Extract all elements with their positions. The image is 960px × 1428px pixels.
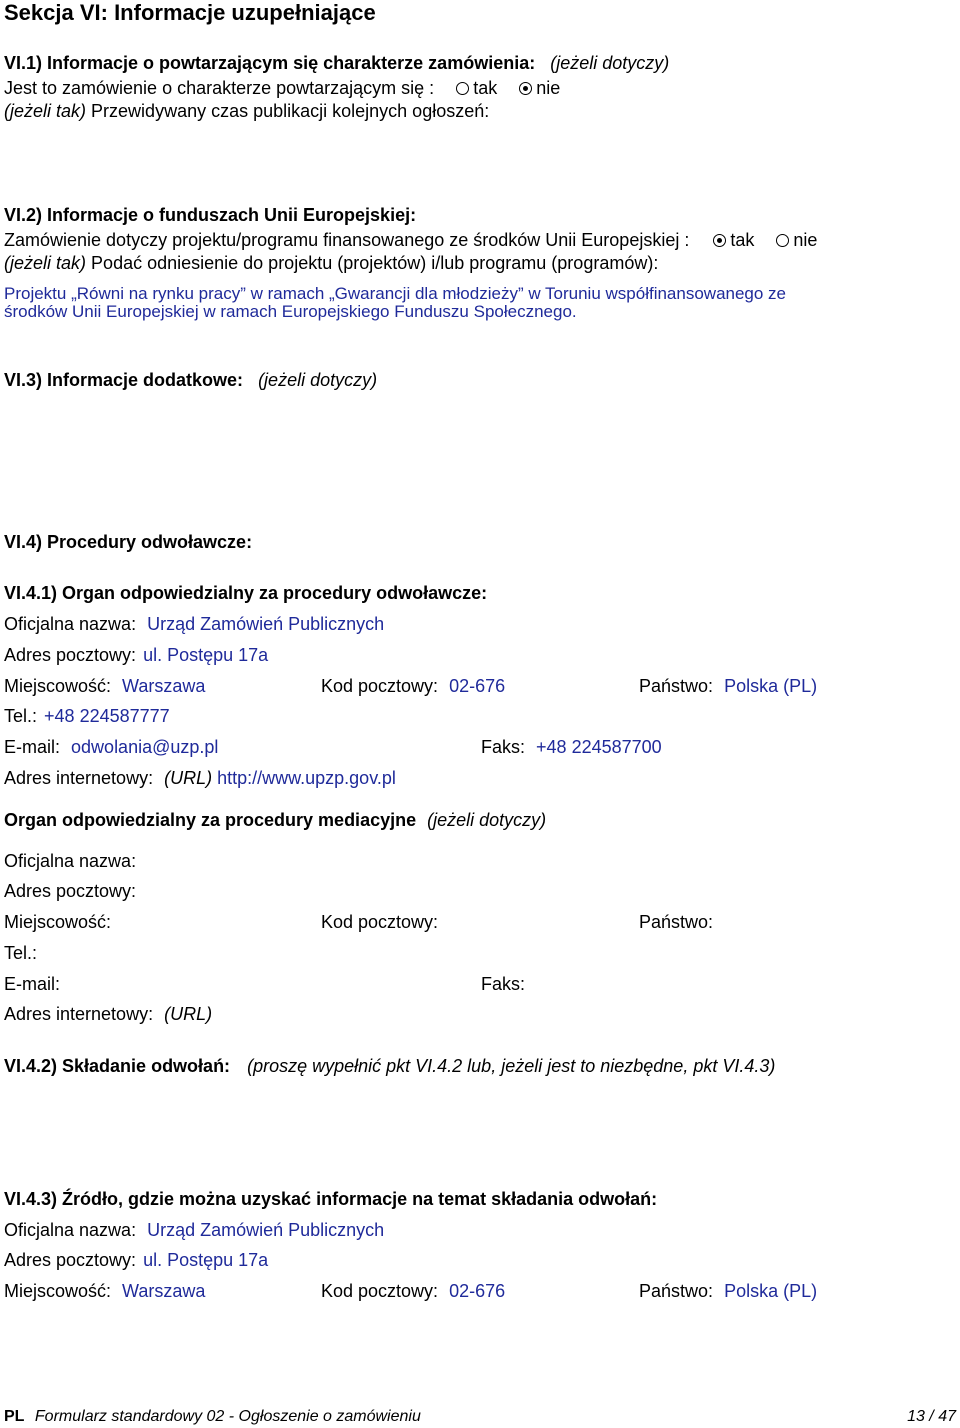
vi1-heading-note: (jeżeli dotyczy)	[550, 53, 670, 73]
vi41-web-label: Adres internetowy:	[4, 768, 154, 788]
mediation-heading	[4, 810, 546, 831]
mediation-city-label: Miejscowość:	[4, 912, 112, 932]
vi43-postcode-value: 02-676	[449, 1281, 506, 1301]
vi1-tak-label: tak	[473, 78, 498, 98]
vi43-name-row	[4, 1220, 384, 1241]
vi41-city-label: Miejscowość:	[4, 676, 112, 696]
vi43-city-label: Miejscowość:	[4, 1281, 112, 1301]
vi2-question: Zamówienie dotyczy projektu/programu finansowanego ze środków Unii Europejskiej :	[4, 230, 690, 250]
vi2-heading: VI.2) Informacje o funduszach Unii Europejskiej:	[4, 205, 417, 225]
vi2-radio-nie[interactable]	[776, 234, 789, 247]
vi43-country-cell	[639, 1281, 817, 1302]
vi43-country-value: Polska (PL)	[724, 1281, 818, 1301]
mediation-country-label: Państwo:	[639, 912, 714, 932]
vi3-heading	[4, 370, 377, 391]
mediation-tel-label: Tel.:	[4, 943, 38, 963]
mediation-name-label: Oficjalna nazwa:	[4, 851, 137, 871]
vi41-fax-cell	[481, 737, 662, 758]
vi41-tel-label: Tel.:	[4, 706, 38, 726]
vi1-nie-label: nie	[536, 78, 561, 98]
vi41-email-cell	[4, 737, 218, 758]
vi41-postcode-cell	[321, 676, 505, 697]
footer-form-name: Formularz standardowy 02 - Ogłoszenie o zamówieniu	[34, 1408, 421, 1425]
vi43-address-label: Adres pocztowy:	[4, 1250, 137, 1270]
vi41-web-link[interactable]: http://www.upzp.gov.pl	[217, 768, 396, 788]
vi1-heading-text: VI.1) Informacje o powtarzającym się charakterze zamówienia:	[4, 53, 536, 73]
vi3-heading-text: VI.3) Informacje dodatkowe:	[4, 370, 244, 390]
vi41-web-row	[4, 768, 396, 789]
mediation-heading-text: Organ odpowiedzialny za procedury mediacyjne	[4, 810, 417, 830]
mediation-heading-note: (jeżeli dotyczy)	[427, 810, 547, 830]
mediation-address-label: Adres pocztowy:	[4, 881, 137, 901]
vi43-country-label: Państwo:	[639, 1281, 714, 1301]
vi2-ref-line1: Projektu „Równi na rynku pracy” w ramach „Gwarancji dla młodzieży” w Toruniu współfinansowanego ze	[4, 284, 787, 303]
mediation-postcode-label: Kod pocztowy:	[321, 912, 439, 932]
vi1-if-tak: (jeżeli tak)	[4, 101, 87, 121]
vi41-postcode-label: Kod pocztowy:	[321, 676, 439, 696]
vi42-heading	[4, 1056, 775, 1077]
vi1-question: Jest to zamówienie o charakterze powtarzającym się :	[4, 78, 435, 98]
vi3-heading-note: (jeżeli dotyczy)	[258, 370, 378, 390]
vi41-name-row	[4, 614, 384, 635]
vi43-address-value: ul. Postępu 17a	[143, 1250, 269, 1270]
vi43-address-row	[4, 1250, 268, 1271]
vi41-address-row	[4, 645, 268, 666]
vi41-address-value: ul. Postępu 17a	[143, 645, 269, 665]
vi41-country-cell	[639, 676, 817, 697]
vi2-ref-label: Podać odniesienie do projektu (projektów) i/lub programu (programów):	[91, 253, 659, 273]
vi43-postcode-cell	[321, 1281, 505, 1302]
vi43-name-label: Oficjalna nazwa:	[4, 1220, 137, 1240]
vi1-question-row	[4, 78, 560, 99]
vi41-email-label: E-mail:	[4, 737, 61, 757]
vi41-tel-value: +48 224587777	[44, 706, 170, 726]
vi41-heading: VI.4.1) Organ odpowiedzialny za procedury odwoławcze:	[4, 583, 488, 603]
vi2-tak-label: tak	[730, 230, 755, 250]
vi2-nie-label: nie	[793, 230, 818, 250]
mediation-fax-label: Faks:	[481, 974, 526, 994]
vi43-city-value: Warszawa	[122, 1281, 206, 1301]
footer-lang: PL	[4, 1408, 25, 1425]
vi1-forecast-label: Przewidywany czas publikacji kolejnych ogłoszeń:	[91, 101, 490, 121]
mediation-web-label: Adres internetowy:	[4, 1004, 154, 1024]
vi1-heading	[4, 53, 669, 74]
vi41-postcode-value: 02-676	[449, 676, 506, 696]
vi42-heading-text: VI.4.2) Składanie odwołań:	[4, 1056, 231, 1076]
vi41-fax-value: +48 224587700	[536, 737, 662, 757]
vi4-heading: VI.4) Procedury odwoławcze:	[4, 532, 253, 552]
vi43-city-cell	[4, 1281, 205, 1302]
mediation-web-url-note: (URL)	[164, 1004, 213, 1024]
vi1-radio-tak[interactable]	[456, 82, 469, 95]
mediation-web-row	[4, 1004, 212, 1025]
vi41-tel-row	[4, 706, 170, 727]
vi1-forecast-row	[4, 101, 489, 122]
vi41-country-label: Państwo:	[639, 676, 714, 696]
footer-left	[4, 1408, 421, 1426]
vi43-postcode-label: Kod pocztowy:	[321, 1281, 439, 1301]
vi2-question-row	[4, 230, 817, 251]
vi2-ref-line2: środków Unii Europejskiej w ramach Europejskiego Funduszu Społecznego.	[4, 302, 577, 321]
vi41-name-value: Urząd Zamówień Publicznych	[147, 614, 385, 634]
mediation-email-label: E-mail:	[4, 974, 61, 994]
footer-page: 13 / 47	[907, 1408, 956, 1425]
vi2-if-tak: (jeżeli tak)	[4, 253, 87, 273]
vi41-city-cell	[4, 676, 205, 697]
vi41-city-value: Warszawa	[122, 676, 206, 696]
vi41-web-url-note: (URL)	[164, 768, 213, 788]
vi41-email-value[interactable]: odwolania@uzp.pl	[71, 737, 219, 757]
vi2-radio-tak[interactable]	[713, 234, 726, 247]
vi1-radio-nie[interactable]	[519, 82, 532, 95]
section-title: Sekcja VI: Informacje uzupełniające	[4, 0, 376, 25]
vi43-name-value: Urząd Zamówień Publicznych	[147, 1220, 385, 1240]
vi42-heading-note: (proszę wypełnić pkt VI.4.2 lub, jeżeli jest to niezbędne, pkt VI.4.3)	[247, 1056, 776, 1076]
vi41-name-label: Oficjalna nazwa:	[4, 614, 137, 634]
vi41-address-label: Adres pocztowy:	[4, 645, 137, 665]
vi41-fax-label: Faks:	[481, 737, 526, 757]
vi43-heading: VI.4.3) Źródło, gdzie można uzyskać informacje na temat składania odwołań:	[4, 1189, 658, 1209]
vi2-ref-row	[4, 253, 658, 274]
vi41-country-value: Polska (PL)	[724, 676, 818, 696]
